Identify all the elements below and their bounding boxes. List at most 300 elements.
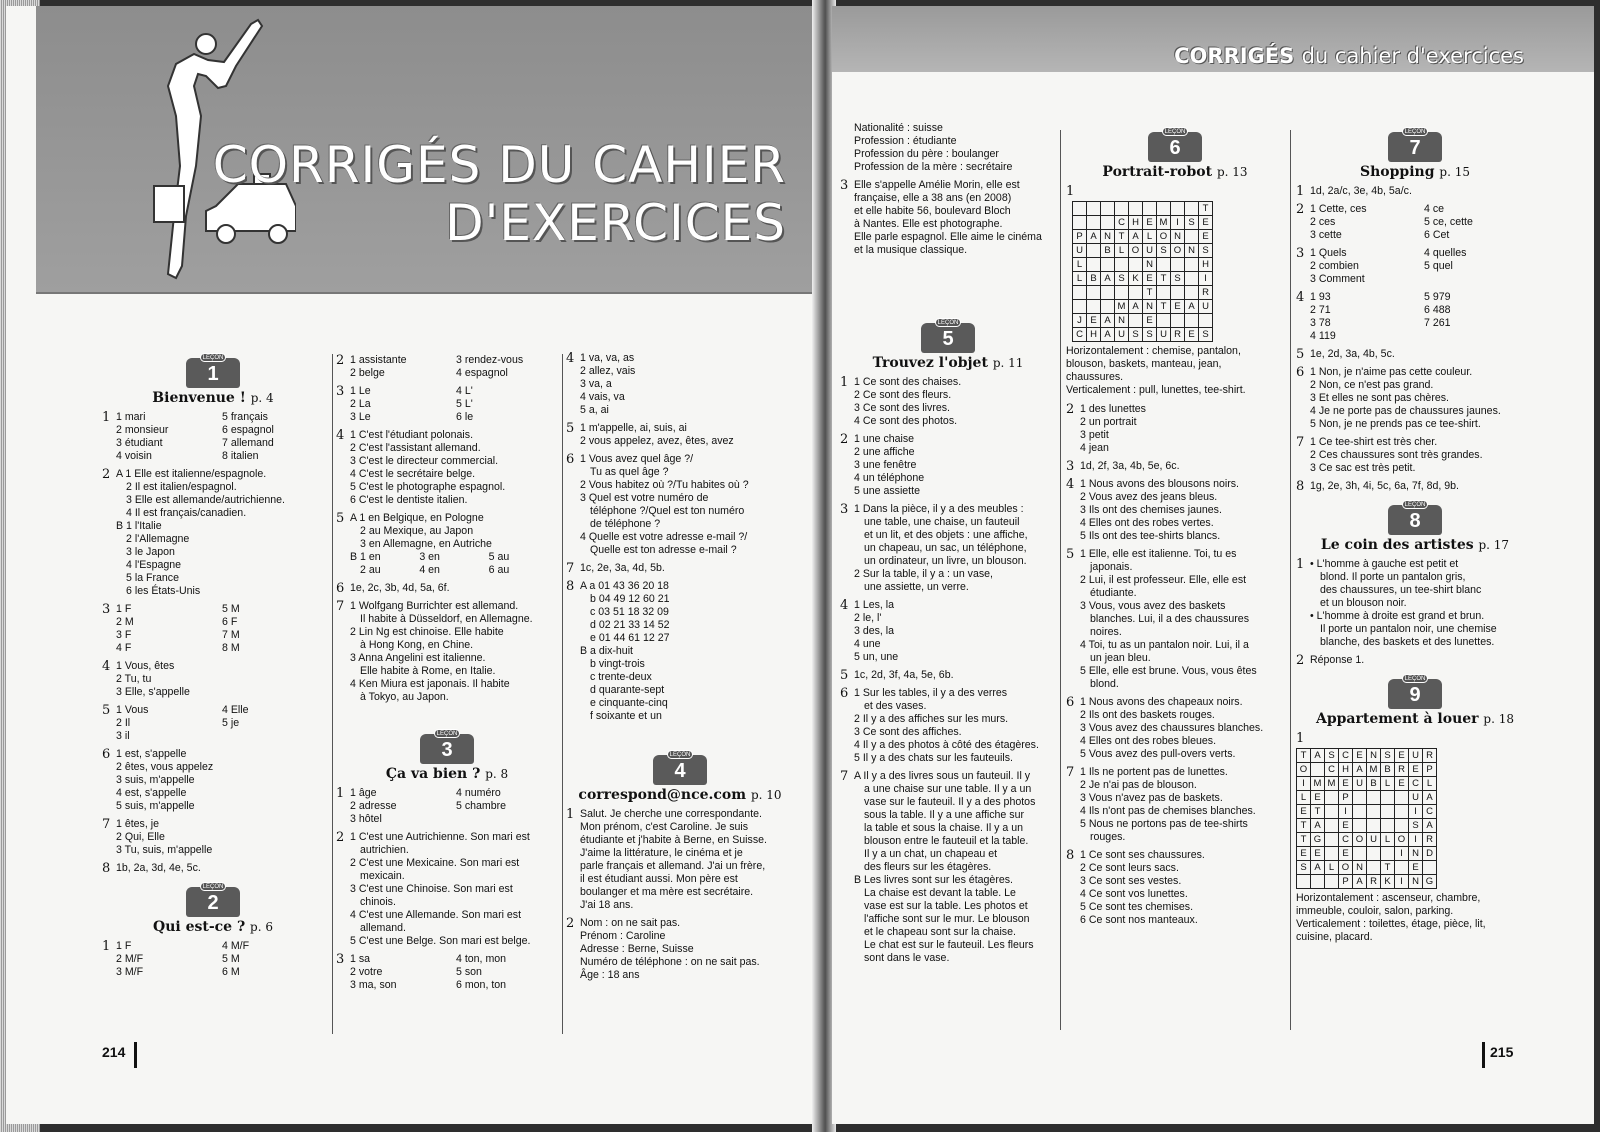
grid-cell: A [1185, 300, 1199, 314]
grid-cell: L [1381, 777, 1395, 791]
grid-cell [1395, 861, 1409, 875]
l5-exercise-7: 7 A Il y a des livres sous un fauteuil. Il y a une chaise sur une table. Il y a un vase sur le fauteuil. Il y a des photos sous la table. Il y a une affiche sur la table et sous la chaise. Il y a un blouson entre le fauteuil et la table. Il y a un chat, un chapeau et des fleurs sur les étagères. B Les livres sont sur les étagères. La chaise est devant la table. Le vase est sur la table. Les photos et l'affiche sont sur le mur. Le blouson et le chapeau sont sur la chaise. Le chat est sur le fauteuil. Les fleurs sont dans le vase. [840, 769, 1036, 964]
l1-exercise-6: 6 1 est, s'appelle 2 êtes, vous appelez 3 suis, m'appelle 4 est, s'appelle 5 suis, m'appelle [102, 747, 214, 812]
l8-exercise-1: 1 • L'homme à gauche est petit et blond. Il porte un pantalon gris, des chaussures, un tee-shirt blanc et un blouson noir. • L'homme à droite est grand et brun. Il porte un pantalon noir, une chemise blanche, des baskets et des lunettes. [1296, 557, 1497, 648]
grid-cell [1199, 314, 1213, 328]
l3-exercise-8: 8 A a 01 43 36 20 18 b 04 49 12 60 21 c 03 51 18 32 09 d 02 21 33 14 52 e 01 44 61 12 27 B a dix-huit b vingt-trois c trente-deux d quarante-sept e cinquante-cinq f soixante et un [566, 579, 670, 722]
grid-cell: M [1115, 300, 1129, 314]
l3-exercise-7: 7 1c, 2e, 3a, 4d, 5b. [566, 561, 665, 576]
l2-exercise-7: 7 1 Wolfgang Burrichter est allemand. Il habite à Düsseldorf, en Allemagne. 2 Lin Ng est chinoise. Elle habite à Hong Kong, en Chine. 3 Anna Angelini est italienne. Elle habite à Rome, en Italie. 4 Ken Miura est japonais. Il habite à Tokyo, au Japon. [336, 599, 533, 703]
grid-cell [1395, 791, 1409, 805]
column-4: Nationalité : suisse Profession : étudiante Profession du père : boulanger Profession de la mère : secrétaire 3 Elle s'appelle Amélie Morin, elle est française, elle a 38 ans (en 2008) et elle habite 56, boulevard Bloch à Nantes. Elle est photographe. Elle parle espagnol. Elle aime le cinéma et la musique classique. LEÇON 5 Trouvez l'objet p. 11 1 1 Ce sont des chaises. 2 Ce sont des fleurs. 3 Ce sont des livres. 4 Ce sont des photos. 2 1 une chaise 2 une affiche 3 une fenêtre 4 un téléphone 5 une assiette 3 1 Dans la pièce, il y a des meubles : une table, une chaise, un fauteuil et un lit, et des objets : une affiche, un chapeau, un sac, un téléphone, un ordinateur, un livre, un blouson. 2 Sur la table, il y a : un vase, une assiette, un verre. 4 1 Les, la 2 le, l' 3 des, la 4 une 5 un, une 5 1c, 2d, 3f, 4a, 5e, 6b. 6 1 Sur les tables, il y a des verres et des vases. 2 Il y a des affiches sur les murs. 3 Ce sont des affiches. 4 Il y a des photos à côté des étagères. 5 Il y a des chats sur les fauteuils. 7 A Il y a des livres sous un fauteuil. Il y a une chaise sur une table. Il y a un vase sur le fauteuil. Il y a des photos sous la table. Il y a une affiche sur la table et sous la chaise. Il y a un blouson entre le fauteuil et la table. Il y a un chat, un chapeau et des fleurs sur les étagères. B Les livres sont sur les étagères. La chaise est devant la table. Le vase est sur la table. Les photos et l'affiche sont sur le mur. Le blouson et le chapeau sont sur la chaise. Le chat est sur le fauteuil. Les fleurs sont dans le vase. [840, 122, 1056, 970]
grid-cell: E [1143, 216, 1157, 230]
grid-cell: H [1339, 763, 1353, 777]
grid-cell: T [1311, 805, 1325, 819]
grid-row [1297, 833, 1437, 847]
grid-cell: U [1157, 328, 1171, 342]
right-page [832, 6, 1594, 1124]
grid-cell: I [1297, 777, 1311, 791]
column-3 [566, 352, 794, 987]
grid-cell: P [1339, 791, 1353, 805]
grid-cell [1101, 216, 1115, 230]
grid-cell: A [1353, 763, 1367, 777]
grid-cell: A [1101, 272, 1115, 286]
grid-cell [1129, 258, 1143, 272]
grid-cell: R [1367, 875, 1381, 889]
grid-cell: C [1339, 833, 1353, 847]
grid-cell [1311, 875, 1325, 889]
grid-cell: C [1423, 805, 1437, 819]
grid-cell: N [1185, 244, 1199, 258]
grid-cell [1185, 230, 1199, 244]
l1-exercise-3: 3 1 F 2 M 3 F 4 F 5 M 6 F 7 M 8 M [102, 602, 240, 654]
grid-row [1073, 244, 1213, 258]
grid-row [1073, 230, 1213, 244]
l6-exercise-7: 7 1 Ils ne portent pas de lunettes. 2 Je n'ai pas de blouson. 3 Vous n'avez pas de baskets. 4 Ils n'ont pas de chemises blanches. 5 Nous ne portons pas de tee-shirts rouges. [1066, 765, 1256, 843]
grid-cell: B [1367, 777, 1381, 791]
grid-cell: T [1297, 819, 1311, 833]
grid-cell [1367, 819, 1381, 833]
main-title-line2: D'EXERCICES [445, 194, 786, 252]
grid-cell [1157, 258, 1171, 272]
grid-cell: U [1409, 791, 1423, 805]
grid-cell: P [1339, 875, 1353, 889]
grid-cell [1115, 286, 1129, 300]
grid-cell: E [1311, 847, 1325, 861]
grid-cell: P [1073, 230, 1087, 244]
l7-exercise-8: 8 1g, 2e, 3h, 4i, 5c, 6a, 7f, 8d, 9b. [1296, 479, 1460, 494]
grid-cell [1311, 763, 1325, 777]
grid-cell: T [1157, 272, 1171, 286]
grid-cell: S [1381, 749, 1395, 763]
l6-exercise-4: 4 1 Nous avons des blousons noirs. 2 Vous avez des jeans bleus. 3 Ils ont des chemises jaunes. 4 Elles ont des robes vertes. 5 Ils ont des tee-shirts blancs. [1066, 477, 1239, 542]
grid-cell: E [1199, 216, 1213, 230]
l2-exercise-5: 5 A 1 en Belgique, en Pologne 2 au Mexique, au Japon 3 en Allemagne, en Autriche B 1 en 3 en 5 au 2 au 4 en 6 au [336, 511, 510, 576]
column-divider [562, 354, 563, 1034]
running-header-title: CORRIGÉS du cahier d'exercices [1174, 44, 1524, 68]
grid-cell [1353, 819, 1367, 833]
grid-row [1297, 777, 1437, 791]
grid-cell [1381, 819, 1395, 833]
grid-cell [1395, 819, 1409, 833]
l5-exercise-2: 2 1 une chaise 2 une affiche 3 une fenêtre 4 un téléphone 5 une assiette [840, 432, 925, 497]
grid-cell: U [1143, 244, 1157, 258]
grid-cell [1325, 875, 1339, 889]
grid-cell: E [1297, 805, 1311, 819]
grid-cell [1171, 314, 1185, 328]
grid-cell: S [1325, 749, 1339, 763]
grid-row [1297, 749, 1437, 763]
grid-row [1073, 300, 1213, 314]
grid-cell: I [1199, 272, 1213, 286]
grid-row [1297, 763, 1437, 777]
grid-cell: A [1311, 749, 1325, 763]
lesson-4-badge: LEÇON 4 [566, 755, 794, 785]
main-title [213, 136, 786, 252]
grid-cell [1143, 202, 1157, 216]
l4-exercise-3: 3 Elle s'appelle Amélie Morin, elle est française, elle a 38 ans (en 2008) et elle habite 56, boulevard Bloch à Nantes. Elle est photographe. Elle parle espagnol. Elle aime le cinéma et la musique classique. [840, 178, 1042, 256]
grid-cell: E [1409, 763, 1423, 777]
grid-cell: H [1199, 258, 1213, 272]
grid-cell: L [1115, 244, 1129, 258]
grid-cell: R [1423, 833, 1437, 847]
lesson-5-badge: LEÇON 5 [840, 323, 1056, 353]
grid-cell [1353, 805, 1367, 819]
lesson-8-title: Le coin des artistes p. 17 [1320, 537, 1510, 553]
grid-cell: N [1353, 861, 1367, 875]
grid-cell: O [1339, 861, 1353, 875]
grid-cell: L [1073, 272, 1087, 286]
grid-cell: E [1143, 314, 1157, 328]
l5-exercise-1: 1 1 Ce sont des chaises. 2 Ce sont des fleurs. 3 Ce sont des livres. 4 Ce sont des photos. [840, 375, 962, 427]
grid-cell [1395, 805, 1409, 819]
lesson-2-title: Qui est-ce ? p. 6 [153, 919, 273, 935]
lesson-4-title: correspond@nce.com p. 10 [578, 787, 782, 803]
lesson-7-title: Shopping p. 15 [1360, 164, 1470, 180]
grid-cell [1157, 286, 1171, 300]
grid-cell [1325, 819, 1339, 833]
grid-cell [1367, 791, 1381, 805]
grid-cell: S [1409, 819, 1423, 833]
l6-exercise-8: 8 1 Ce sont ses chaussures. 2 Ce sont leurs sacs. 3 Ce sont ses vestes. 4 Ce sont vos lunettes. 5 Ce sont tes chemises. 6 Ce sont nos manteaux. [1066, 848, 1205, 926]
grid-cell: N [1143, 300, 1157, 314]
grid-cell: L [1297, 791, 1311, 805]
grid-cell [1101, 202, 1115, 216]
grid-cell: E [1171, 300, 1185, 314]
l3-exercise-6: 6 1 Vous avez quel âge ?/ Tu as quel âge ? 2 Vous habitez où ?/Tu habites où ? 3 Quel est votre numéro de téléphone ?/Quel est ton numéro de téléphone ? 4 Quelle est votre adresse e-mail ?/ Quelle est ton adresse e-mail ? [566, 452, 749, 556]
grid-cell: S [1199, 328, 1213, 342]
grid-cell [1367, 805, 1381, 819]
l3-exercise-5: 5 1 m'appelle, ai, suis, ai 2 vous appelez, avez, êtes, avez [566, 421, 734, 447]
l3-exercise-3: 3 1 sa 2 votre 3 ma, son 4 ton, mon 5 son 6 mon, ton [336, 952, 507, 991]
l1-exercise-5: 5 1 Vous 2 Il 3 il 4 Elle 5 je [102, 703, 249, 742]
folio-bar [1482, 1042, 1485, 1068]
grid-cell: E [1297, 847, 1311, 861]
grid-cell: N [1409, 847, 1423, 861]
grid-cell: R [1171, 328, 1185, 342]
grid-cell: T [1157, 300, 1171, 314]
grid-cell: T [1115, 230, 1129, 244]
grid-cell [1423, 861, 1437, 875]
lesson-5-title: Trouvez l'objet p. 11 [872, 355, 1024, 371]
grid-cell: U [1199, 300, 1213, 314]
page-number-left: 214 [102, 1044, 126, 1060]
grid-cell: I [1409, 833, 1423, 847]
grid-cell: E [1143, 272, 1157, 286]
grid-cell: A [1129, 300, 1143, 314]
grid-cell: S [1115, 272, 1129, 286]
grid-cell: H [1087, 328, 1101, 342]
grid-cell: E [1395, 749, 1409, 763]
grid-row [1297, 805, 1437, 819]
lesson-1-title: Bienvenue ! p. 4 [152, 390, 274, 406]
grid-cell: O [1297, 763, 1311, 777]
l9-grid-answers: Horizontalement : ascenseur, chambre, immeuble, couloir, salon, parking. Verticalement : toilettes, étage, pièce, lit, cuisine, placard. [1296, 892, 1486, 943]
grid-cell [1101, 258, 1115, 272]
l3-exercise-2: 2 1 C'est une Autrichienne. Son mari est autrichien. 2 C'est une Mexicaine. Son mari est mexicain. 3 C'est une Chinoise. Son mari est chinois. 4 C'est une Allemande. Son mari est allemand. 5 C'est une Belge. Son mari est belge. [336, 830, 531, 947]
grid-cell [1325, 847, 1339, 861]
grid-cell: O [1157, 230, 1171, 244]
grid-cell: N [1101, 230, 1115, 244]
lesson-8-badge: LEÇON 8 [1296, 505, 1534, 535]
grid-cell: E [1339, 847, 1353, 861]
grid-cell [1185, 258, 1199, 272]
grid-cell [1185, 272, 1199, 286]
grid-cell: O [1129, 244, 1143, 258]
grid-cell [1073, 300, 1087, 314]
grid-cell: T [1381, 861, 1395, 875]
grid-cell [1353, 791, 1367, 805]
grid-cell: A [1423, 819, 1437, 833]
l7-exercise-1: 1 1d, 2a/c, 3e, 4b, 5a/c. [1296, 184, 1412, 199]
grid-cell: U [1073, 244, 1087, 258]
l5-exercise-5: 5 1c, 2d, 3f, 4a, 5e, 6b. [840, 668, 954, 683]
l2-exercise-3: 3 1 Le 2 La 3 Le 4 L' 5 L' 6 le [336, 384, 474, 423]
grid-cell: K [1381, 875, 1395, 889]
grid-row [1297, 875, 1437, 889]
crossword-grid-l9 [1296, 748, 1437, 889]
l8-exercise-2: 2 Réponse 1. [1296, 653, 1365, 668]
grid-cell: S [1171, 272, 1185, 286]
grid-cell: U [1115, 328, 1129, 342]
grid-cell: A [1101, 328, 1115, 342]
grid-cell: I [1171, 216, 1185, 230]
grid-cell [1157, 202, 1171, 216]
grid-cell [1185, 314, 1199, 328]
main-title-line1: CORRIGÉS DU CAHIER [212, 136, 786, 194]
grid-cell [1087, 300, 1101, 314]
l1-exercise-4: 4 1 Vous, êtes 2 Tu, tu 3 Elle, s'appelle [102, 659, 190, 698]
grid-cell: A [1129, 230, 1143, 244]
grid-cell: B [1101, 244, 1115, 258]
l6-exercise-3: 3 1d, 2f, 3a, 4b, 5e, 6c. [1066, 459, 1180, 474]
grid-cell: J [1073, 314, 1087, 328]
grid-cell: R [1199, 286, 1213, 300]
title-banner [36, 6, 816, 294]
grid-cell: I [1409, 805, 1423, 819]
l2-exercise-1: 1 1 F 2 M/F 3 M/F 4 M/F 5 M 6 M [102, 939, 250, 978]
column-divider [332, 354, 333, 1034]
grid-cell [1115, 258, 1129, 272]
grid-cell: B [1087, 272, 1101, 286]
grid-cell [1367, 861, 1381, 875]
grid-cell: S [1297, 861, 1311, 875]
grid-cell: S [1185, 216, 1199, 230]
grid-cell: C [1409, 777, 1423, 791]
grid-cell [1381, 805, 1395, 819]
grid-cell: C [1115, 216, 1129, 230]
grid-row [1073, 286, 1213, 300]
grid-cell [1073, 202, 1087, 216]
grid-cell: G [1423, 875, 1437, 889]
grid-row [1297, 847, 1437, 861]
grid-cell: M [1325, 777, 1339, 791]
grid-cell: L [1381, 833, 1395, 847]
grid-cell: K [1129, 272, 1143, 286]
grid-cell: P [1423, 763, 1437, 777]
grid-cell: N [1171, 230, 1185, 244]
column-5: LEÇON 6 Portrait-robot p. 13 1 T C H E M I S E P A N T A L O N E U B L O U S O N S L N H L B A S K E T S I T R M A N T E A U J E A N E C H A U S S U R E S Horizontalement : chemise, pantalon, blouson, baskets, manteau, jean, chaussures. Verticalement : pull, lunettes, tee-shirt. 2 1 des lunettes 2 un portrait 3 petit 4 jean 3 1d, 2f, 3a, 4b, 5e, 6c. 4 1 Nous avons des blousons noirs. 2 Vous avez des jeans bleus. 3 Ils ont des chemises jaunes. 4 Elles ont des robes vertes. 5 Ils ont des tee-shirts blancs. 5 1 Elle, elle est italienne. Toi, tu es japonais. 2 Lui, il est professeur. Elle, elle est étudiante. 3 Vous, vous avez des baskets blanches. Lui, il a des chaussures noires. 4 Toi, tu as un pantalon noir. Lui, il a un jean bleu. 5 Elle, elle est brune. Vous, vous êtes blond. 6 1 Nous avons des chapeaux noirs. 2 Ils ont des baskets rouges. 3 Vous avez des chaussures blanches. 4 Elles ont des robes bleues. 5 Vous avez des pull-overs verts. 7 1 Ils ne portent pas de lunettes. 2 Je n'ai pas de blouson. 3 Vous n'avez pas de baskets. 4 Ils n'ont pas de chemises blanches. 5 Nous ne portons pas de tee-shirts rouges. 8 1 Ce sont ses chaussures. 2 Ce sont leurs sacs. 3 Ce sont ses vestes. 4 Ce sont vos lunettes. 5 Ce sont tes chemises. 6 Ce sont nos manteaux. [1066, 126, 1284, 932]
column-divider [1060, 130, 1061, 1030]
column-2 [336, 354, 558, 997]
grid-cell: M [1367, 763, 1381, 777]
grid-cell: C [1325, 763, 1339, 777]
grid-cell [1381, 791, 1395, 805]
grid-cell [1087, 258, 1101, 272]
l6-grid-answers: Horizontalement : chemise, pantalon, blouson, baskets, manteau, jean, chaussures. Verticalement : pull, lunettes, tee-shirt. [1066, 345, 1246, 396]
grid-cell [1157, 314, 1171, 328]
grid-cell: L [1073, 258, 1087, 272]
crossword-grid-l6 [1072, 201, 1213, 342]
column-1 [102, 352, 324, 984]
grid-cell: S [1143, 328, 1157, 342]
grid-cell [1297, 875, 1311, 889]
grid-cell: N [1367, 749, 1381, 763]
grid-cell: O [1353, 833, 1367, 847]
l2-exercise-2: 2 1 assistante 2 belge 3 rendez-vous 4 espagnol [336, 353, 524, 379]
grid-cell: B [1381, 763, 1395, 777]
l6-exercise-2: 2 1 des lunettes 2 un portrait 3 petit 4 jean [1066, 402, 1146, 454]
grid-cell: T [1297, 749, 1311, 763]
grid-cell [1367, 847, 1381, 861]
lesson-2-badge: LEÇON 2 [102, 887, 324, 917]
l4-exercise-1: 1 Salut. Je cherche une correspondante. Mon prénom, c'est Caroline. Je suis étudiante et j'habite à Berne, en Suisse. J'aime la littérature, le cinéma et je parle français et allemand. J'ai un frère, il est étudiant aussi. Mon père est boulanger et ma mère est secrétaire. J'ai 18 ans. [566, 807, 767, 911]
grid-cell: I [1395, 847, 1409, 861]
grid-cell [1325, 791, 1339, 805]
l1-exercise-2: 2 A 1 Elle est italienne/espagnole. 2 Il est italien/espagnol. 3 Elle est allemande/autrichienne. 4 Il est français/canadien. B 1 l'Italie 2 l'Allemagne 3 le Japon 4 l'Espagne 5 la France 6 les États-Unis [102, 467, 286, 597]
grid-cell: H [1129, 216, 1143, 230]
grid-cell [1101, 286, 1115, 300]
lesson-3-title: Ça va bien ? p. 8 [385, 766, 509, 782]
grid-cell: A [1311, 819, 1325, 833]
column-6: LEÇON 7 Shopping p. 15 1 1d, 2a/c, 3e, 4b, 5a/c. 2 1 Cette, ces 2 ces 3 cette 4 ce 5 ce, cette 6 Cet 3 1 Quels 2 combien 3 Comment 4 quelles 5 quel 4 1 93 2 71 3 78 4 119 5 979 6 488 7 261 5 1e, 2d, 3a, 4b, 5c. 6 1 Non, je n'aime pas cette couleur. 2 Non, ce n'est pas grand. 3 Et elles ne sont pas chères. 4 Je ne porte pas de chaussures jaunes. 5 Non, je ne prends pas ce tee-shirt. 7 1 Ce tee-shirt est très cher. 2 Ces chaussures sont très grandes. 3 Ce sac est très petit. 8 1g, 2e, 3h, 4i, 5c, 6a, 7f, 8d, 9b. LEÇON 8 Le coin des artistes p. 17 1 • L'homme à gauche est petit et blond. Il porte un pantalon gris, des chaussures, un tee-shirt blanc et un blouson noir. • L'homme à droite est grand et brun. Il porte un pantalon noir, une chemise blanche, des baskets et des lunettes. 2 Réponse 1. LEÇON 9 Appartement à louer p. 18 1 T A S C E N S E U R O C H A M B R E P I M M E U B L E C L L E P U A E T I I C T A E S A T G C O U L O I R E E E I N D S A L O N T E P A R K I N G Horizontalement : ascenseur, chambre, immeuble, couloir, salon, parking. Verticalement : toilettes, étage, pièce, lit, cuisine, placard. [1296, 126, 1534, 944]
grid-cell: A [1101, 314, 1115, 328]
grid-cell [1087, 286, 1101, 300]
grid-cell: I [1395, 875, 1409, 889]
grid-cell: S [1157, 244, 1171, 258]
grid-cell [1325, 805, 1339, 819]
l3-exercise-4: 4 1 va, va, as 2 allez, vais 3 va, a 4 vais, va 5 a, ai [566, 351, 636, 416]
grid-cell [1073, 216, 1087, 230]
grid-cell [1185, 286, 1199, 300]
grid-cell: A [1311, 861, 1325, 875]
left-page [6, 6, 816, 1124]
grid-cell: S [1199, 244, 1213, 258]
grid-cell: U [1367, 833, 1381, 847]
grid-cell: C [1073, 328, 1087, 342]
l7-exercise-4: 4 1 93 2 71 3 78 4 119 5 979 6 488 7 261 [1296, 290, 1451, 342]
grid-row [1073, 328, 1213, 342]
grid-cell: A [1087, 230, 1101, 244]
grid-cell: D [1423, 847, 1437, 861]
grid-cell: T [1297, 833, 1311, 847]
l7-exercise-3: 3 1 Quels 2 combien 3 Comment 4 quelles 5 quel [1296, 246, 1467, 285]
grid-cell: C [1339, 749, 1353, 763]
grid-cell: E [1087, 314, 1101, 328]
grid-row [1073, 314, 1213, 328]
grid-cell [1185, 202, 1199, 216]
grid-cell: L [1325, 861, 1339, 875]
grid-cell: U [1353, 777, 1367, 791]
grid-cell [1171, 202, 1185, 216]
l5-exercise-4: 4 1 Les, la 2 le, l' 3 des, la 4 une 5 un, une [840, 598, 899, 663]
grid-cell [1353, 847, 1367, 861]
l5-exercise-3: 3 1 Dans la pièce, il y a des meubles : une table, une chaise, un fauteuil et un lit, et des objets : une affiche, un chapeau, un sac, un téléphone, un ordinateur, un livre, un blouson. 2 Sur la table, il y a : un vase, une assiette, un verre. [840, 502, 1028, 593]
grid-cell: N [1409, 875, 1423, 889]
grid-cell: L [1423, 777, 1437, 791]
l3-exercise-1: 1 1 âge 2 adresse 3 hôtel 4 numéro 5 chambre [336, 786, 507, 825]
grid-cell: L [1143, 230, 1157, 244]
grid-cell: E [1199, 230, 1213, 244]
grid-cell: E [1311, 791, 1325, 805]
l1-exercise-7: 7 1 êtes, je 2 Qui, Elle 3 Tu, suis, m'appelle [102, 817, 213, 856]
l5-exercise-6: 6 1 Sur les tables, il y a des verres et des vases. 2 Il y a des affiches sur les murs. 3 Ce sont des affiches. 4 Il y a des photos à côté des étagères. 5 Il y a des chats sur les fauteuils. [840, 686, 1039, 764]
grid-cell: E [1353, 749, 1367, 763]
lesson-7-badge: LEÇON 7 [1296, 132, 1534, 162]
grid-cell: E [1339, 777, 1353, 791]
lesson-6-title: Portrait-robot p. 13 [1102, 164, 1248, 180]
lesson-6-badge: LEÇON 6 [1066, 132, 1284, 162]
grid-cell [1171, 286, 1185, 300]
grid-cell [1129, 202, 1143, 216]
grid-cell [1129, 314, 1143, 328]
grid-cell: E [1339, 819, 1353, 833]
l6-exercise-5: 5 1 Elle, elle est italienne. Toi, tu es japonais. 2 Lui, il est professeur. Elle, elle est étudiante. 3 Vous, vous avez des baskets blanches. Lui, il a des chaussures noires. 4 Toi, tu as un pantalon noir. Lui, il a un jean bleu. 5 Elle, elle est brune. Vous, vous êtes blond. [1066, 547, 1257, 690]
grid-cell [1129, 286, 1143, 300]
grid-cell [1101, 300, 1115, 314]
grid-cell: R [1423, 749, 1437, 763]
grid-cell: N [1143, 258, 1157, 272]
running-header [832, 6, 1594, 72]
grid-cell: E [1395, 777, 1409, 791]
grid-row [1297, 791, 1437, 805]
grid-row [1297, 861, 1437, 875]
l2-exercise-4: 4 1 C'est l'étudiant polonais. 2 C'est l'assistant allemand. 3 C'est le directeur commercial. 4 C'est le secrétaire belge. 5 C'est le photographe espagnol. 6 C'est le dentiste italien. [336, 428, 506, 506]
l7-exercise-5: 5 1e, 2d, 3a, 4b, 5c. [1296, 347, 1395, 362]
lesson-9-title: Appartement à louer p. 18 [1315, 711, 1515, 727]
grid-row [1073, 216, 1213, 230]
l7-exercise-2: 2 1 Cette, ces 2 ces 3 cette 4 ce 5 ce, cette 6 Cet [1296, 202, 1473, 241]
l7-exercise-6: 6 1 Non, je n'aime pas cette couleur. 2 Non, ce n'est pas grand. 3 Et elles ne sont pas chères. 4 Je ne porte pas de chaussures jaunes. 5 Non, je ne prends pas ce tee-shirt. [1296, 365, 1501, 430]
l4-exercise-2: 2 Nom : on ne sait pas. Prénom : Caroline Adresse : Berne, Suisse Numéro de téléphone : on ne sait pas. Âge : 18 ans [566, 916, 760, 981]
column-divider [1290, 130, 1291, 1030]
l2-exercise-6: 6 1e, 2c, 3b, 4d, 5a, 6f. [336, 581, 450, 596]
l1-exercise-8: 8 1b, 2a, 3d, 4e, 5c. [102, 861, 201, 876]
grid-row [1073, 258, 1213, 272]
grid-cell [1171, 258, 1185, 272]
grid-cell: S [1129, 328, 1143, 342]
lesson-9-badge: LEÇON 9 [1296, 679, 1534, 709]
lesson-1-badge: LEÇON 1 [102, 358, 324, 388]
grid-cell: M [1311, 777, 1325, 791]
grid-cell [1381, 847, 1395, 861]
l1-exercise-1: 1 1 mari 2 monsieur 3 étudiant 4 voisin 5 français 6 espagnol 7 allemand 8 italien [102, 410, 274, 462]
grid-row [1073, 272, 1213, 286]
l6-exercise-6: 6 1 Nous avons des chapeaux noirs. 2 Ils ont des baskets rouges. 3 Vous avez des chaussures blanches. 4 Elles ont des robes bleues. 5 Vous avez des pull-overs verts. [1066, 695, 1264, 760]
lesson-3-badge: LEÇON 3 [336, 734, 558, 764]
grid-cell: E [1409, 861, 1423, 875]
grid-cell: G [1311, 833, 1325, 847]
l7-exercise-7: 7 1 Ce tee-shirt est très cher. 2 Ces chaussures sont très grandes. 3 Ce sac est très petit. [1296, 435, 1483, 474]
grid-cell [1087, 202, 1101, 216]
grid-row [1073, 202, 1213, 216]
grid-cell [1325, 833, 1339, 847]
grid-cell: O [1395, 833, 1409, 847]
grid-cell: A [1353, 875, 1367, 889]
grid-cell [1087, 244, 1101, 258]
grid-cell [1115, 202, 1129, 216]
grid-row [1297, 819, 1437, 833]
